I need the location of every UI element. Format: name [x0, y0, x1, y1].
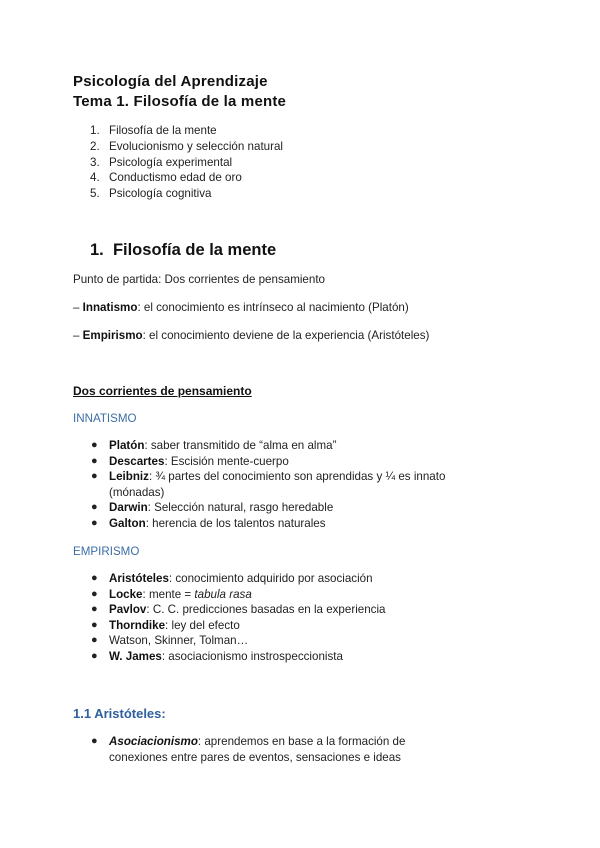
- list-item: ● Locke: mente = tabula rasa: [91, 587, 252, 601]
- list-item: ● Leibniz: ¾ partes del conocimiento son aprendidas y ¼ es innato (mónadas): [91, 470, 446, 499]
- document-title-line2: Tema 1. Filosofía de la mente: [73, 93, 287, 110]
- section-1-intro: Punto de partida: Dos corrientes de pensamiento: [73, 273, 325, 286]
- section-1-1-heading: 1.1 Aristóteles:: [73, 706, 166, 721]
- empirismo-label: EMPIRISMO: [73, 545, 140, 558]
- list-item: ● Pavlov: C. C. predicciones basadas en la experiencia: [91, 603, 386, 617]
- list-item: ● Watson, Skinner, Tolman…: [91, 634, 249, 648]
- toc-item: 5. Psicología cognitiva: [90, 187, 212, 201]
- list-item: ● Darwin: Selección natural, rasgo heredable: [91, 501, 334, 515]
- innatismo-definition: – Innatismo: el conocimiento es intrínseco al nacimiento (Platón): [73, 301, 409, 314]
- table-of-contents: [73, 123, 283, 202]
- list-item: ● Descartes: Escisión mente-cuerpo: [91, 454, 289, 468]
- document-title-line1: Psicología del Aprendizaje: [73, 73, 268, 90]
- corrientes-heading: Dos corrientes de pensamiento: [73, 384, 252, 398]
- list-item: ● Asociacionismo: aprendemos en base a la formación de conexiones entre pares de eventos, sensaciones e ideas: [91, 735, 406, 764]
- toc-item: 1. Filosofía de la mente: [90, 124, 217, 137]
- aristoteles-list: [73, 734, 405, 765]
- list-item: ● Platón: saber transmitido de “alma en alma”: [91, 439, 337, 452]
- toc-item: 4. Conductismo edad de oro: [90, 171, 242, 185]
- empirismo-list: [73, 571, 385, 665]
- list-item: ● W. James: asociacionismo instrospeccionista: [91, 649, 343, 663]
- section-1-heading: 1. Filosofía de la mente: [90, 241, 277, 259]
- innatismo-label: INNATISMO: [73, 412, 137, 425]
- toc-item: 3. Psicología experimental: [90, 155, 233, 169]
- list-item: ● Thorndike: ley del efecto: [91, 618, 240, 632]
- list-item: ● Aristóteles: conocimiento adquirido por asociación: [91, 572, 373, 585]
- empirismo-definition: – Empirismo: el conocimiento deviene de la experiencia (Aristóteles): [73, 329, 430, 342]
- toc-item: 2. Evolucionismo y selección natural: [90, 139, 283, 153]
- innatismo-list: [73, 438, 445, 532]
- list-item: ● Galton: herencia de los talentos naturales: [91, 516, 326, 530]
